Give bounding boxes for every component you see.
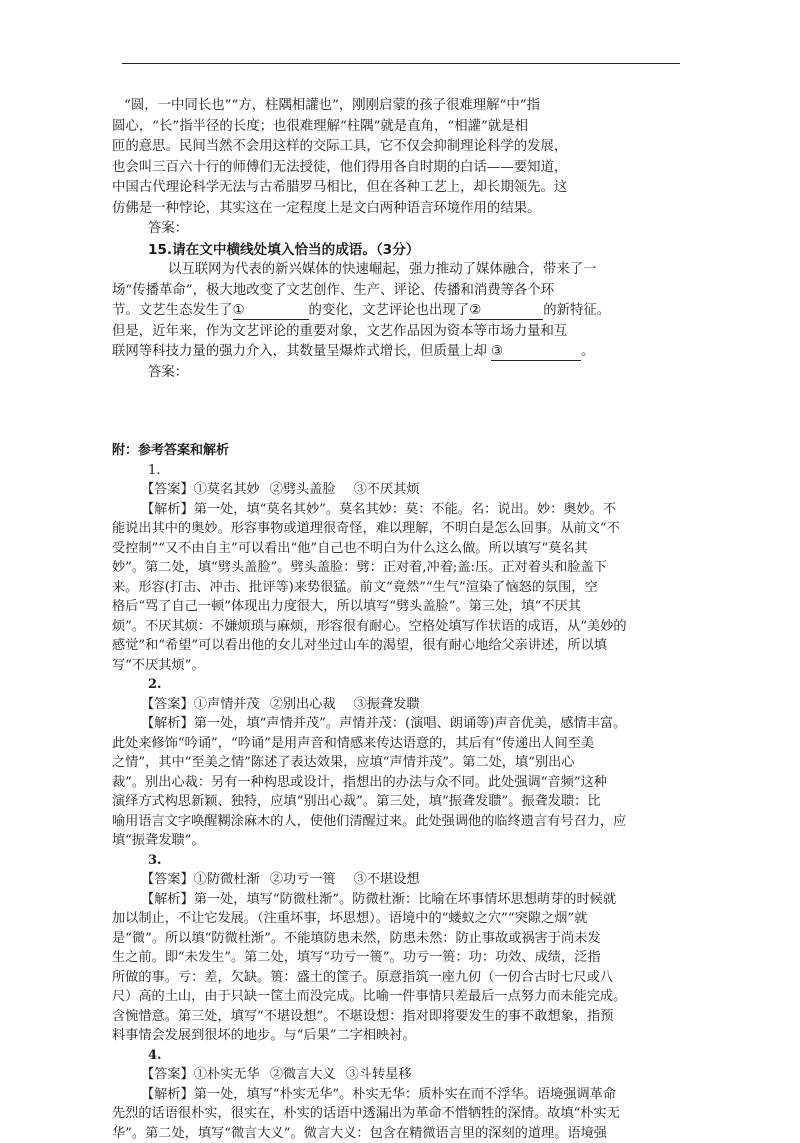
- answer-label: 答案：: [112, 219, 684, 240]
- question-15-title: 15.请在文中横线处填入恰当的成语。（3分）: [112, 240, 684, 261]
- answer-tag: 【答案】: [141, 872, 194, 887]
- question-15-text: 。: [581, 344, 594, 359]
- item-number: 2.: [112, 675, 684, 695]
- item-number: 1.: [112, 461, 684, 481]
- question-15-text: 节。文艺生态发生了: [112, 303, 233, 318]
- answer-part: ③振聋发聩: [354, 697, 420, 712]
- answer-line: [112, 480, 684, 500]
- passage-line: 匝的意思。民间当然不会用这样的交际工具，它不仅会抑制理论科学的发展，: [112, 137, 684, 158]
- analysis-line: 演绎方式构思新颖、独特，应填“别出心裁”。第三处，填“振聋发聩”。振聋发聩：比: [112, 792, 684, 812]
- passage-block: [112, 96, 684, 383]
- analysis-line: 妙”。第二处，填“劈头盖脸”。劈头盖脸：劈：正对着,冲着;盖:压。正对着头和脸盖下: [112, 558, 684, 578]
- analysis-line: 生之前。即“未发生”。第二处，填写“功亏一篑”。功亏一篑：功：功效、成绩，泛指: [112, 948, 684, 968]
- question-15-line: 以互联网为代表的新兴媒体的快速崛起，强力推动了媒体融合，带来了一: [112, 260, 684, 281]
- analysis-line: 料事情会发展到很坏的地步。与“后果”二字相映衬。: [112, 1026, 684, 1046]
- analysis-line: 受控制”“又不由自主”可以看出“他”自己也不明白为什么这么做。所以填写“莫名其: [112, 539, 684, 559]
- answer-part: ②微言大义: [270, 1067, 336, 1082]
- fill-blank-1[interactable]: ①: [233, 302, 309, 320]
- analysis-line: 之情”，其中“至美之情”陈述了表达效果，应填“声情并茂”。第二处，填“别出心: [112, 753, 684, 773]
- answer-part: ①莫名其妙: [194, 482, 260, 497]
- analysis-line: 能说出其中的奥妙。形容事物或道理很奇怪，难以理解，不明白是怎么回事。从前文“不: [112, 519, 684, 539]
- question-15-text: 联网等科技力量的强力介入，其数量呈爆炸式增长，但质量上却: [112, 344, 487, 359]
- answer-label: 答案：: [112, 363, 684, 384]
- item-number: 3.: [112, 851, 684, 871]
- analysis-line: 【解析】第一处，填写“朴实无华”。朴实无华：质朴实在而不浮华。语境强调革命: [112, 1085, 684, 1105]
- analysis-line: 写“不厌其烦”。: [112, 656, 684, 676]
- answer-line: [112, 695, 684, 715]
- analysis-line: 【解析】第一处，填“莫名其妙”。莫名其妙：莫：不能。名：说出。妙：奥妙。不: [112, 500, 684, 520]
- passage-line: 也会叫三百六十行的师傅们无法授徒，他们得用各自时期的白话——要知道，: [112, 158, 684, 179]
- answer-line: [112, 1065, 684, 1085]
- analysis-line: 先烈的话语很朴实，很实在，朴实的话语中透漏出为革命不惜牺牲的深情。故填“朴实无: [112, 1104, 684, 1124]
- answer-part: ①朴实无华: [194, 1067, 260, 1082]
- analysis-line: 华”。第二处，填写“微言大义”。微言大义：包含在精微语言里的深刻的道理。语境强: [112, 1124, 684, 1143]
- question-15-line: 但是，近年来，作为文艺评论的重要对象，文艺作品因为资本等市场力量和互: [112, 322, 684, 343]
- passage-line: “圆，一中同长也”“方，柱隅相讙也”，刚刚启蒙的孩子很难理解“中”指: [112, 96, 684, 117]
- answer-part: ③不厌其烦: [354, 482, 420, 497]
- analysis-line: 尺）高的土山，由于只缺一筐土而没完成。比喻一件事情只差最后一点努力而未能完成。: [112, 987, 684, 1007]
- analysis-line: 裁”。别出心裁：另有一种构思或设计，指想出的办法与众不同。此处强调“音频”这种: [112, 773, 684, 793]
- question-15-line: [112, 301, 684, 322]
- fill-blank-3[interactable]: ③: [491, 343, 581, 361]
- analysis-line: 加以制止，不让它发展。（注重坏事，坏思想）。语境中的“蝼蚁之穴”“突隙之烟”就: [112, 909, 684, 929]
- answer-tag: 【答案】: [141, 482, 194, 497]
- passage-line: 中国古代理论科学无法与古希腊罗马相比，但在各种工艺上，却长期领先。这: [112, 178, 684, 199]
- answer-part: ②别出心裁: [270, 697, 336, 712]
- fill-blank-2[interactable]: ②: [469, 302, 543, 320]
- passage-line: 仿佛是一种悖论，其实这在一定程度上是文白两种语言环境作用的结果。: [112, 199, 684, 220]
- question-15-line: 场“传播革命”，极大地改变了文艺创作、生产、评论、传播和消费等各个环: [112, 281, 684, 302]
- analysis-line: 【解析】第一处，填“声情并茂”。声情并茂：(演唱、朗诵等)声音优美，感情丰富。: [112, 714, 684, 734]
- passage-line: 圆心，“长”指半径的长度；也很难理解“柱隅”就是直角，“相讙”就是相: [112, 117, 684, 138]
- analysis-line: 来。形容(打击、冲击、批评等)来势很猛。前文“竟然”“生气”渲染了恼怒的氛围，空: [112, 578, 684, 598]
- analysis-line: 格后“骂了自己一顿”体现出力度很大，所以填写“劈头盖脸”。第三处，填“不厌其: [112, 597, 684, 617]
- analysis-line: 感觉”和“希望”可以看出他的女儿对坐过山车的渴望，很有耐心地给父亲讲述，所以填: [112, 636, 684, 656]
- appendix-block: [112, 441, 684, 1143]
- answer-tag: 【答案】: [141, 697, 194, 712]
- answer-line: [112, 870, 684, 890]
- appendix-heading: 附：参考答案和解析: [112, 441, 684, 461]
- analysis-line: 【解析】第一处，填写“防微杜渐”。防微杜渐：比喻在坏事情坏思想萌芽的时候就: [112, 890, 684, 910]
- answer-tag: 【答案】: [141, 1067, 194, 1082]
- analysis-line: 此处来修饰“吟诵”，“吟诵”是用声音和情感来传达语意的，其后有“传递出人间至美: [112, 734, 684, 754]
- analysis-line: 是“微”。所以填“防微杜渐”。不能填防患未然，防患未然：防止事故或祸害于尚未发: [112, 929, 684, 949]
- answer-part: ②功亏一篑: [270, 872, 336, 887]
- question-15-line: [112, 342, 684, 363]
- answer-part: ①防微杜渐: [194, 872, 260, 887]
- answer-part: ①声情并茂: [194, 697, 260, 712]
- analysis-line: 含惋惜意。第三处，填写“不堪设想”。不堪设想：指对即将要发生的事不敢想象，指预: [112, 1007, 684, 1027]
- analysis-line: 烦”。不厌其烦：不嫌烦琐与麻烦，形容很有耐心。空格处填写作状语的成语，从“美妙的: [112, 617, 684, 637]
- answer-part: ②劈头盖脸: [270, 482, 336, 497]
- question-15-text: 的新特征。: [543, 303, 610, 318]
- item-number: 4.: [112, 1046, 684, 1066]
- answer-part: ③不堪设想: [354, 872, 420, 887]
- analysis-line: 所做的事。亏：差，欠缺。篑：盛土的筐子。原意指筑一座九仞（一仞合古时七尺或八: [112, 968, 684, 988]
- analysis-line: 喻用语言文字唤醒糊涂麻木的人，使他们清醒过来。此处强调他的临终遗言有号召力，应: [112, 812, 684, 832]
- answer-part: ③斗转星移: [346, 1067, 412, 1082]
- header-rule: [122, 63, 680, 64]
- analysis-line: 填“振聋发聩”。: [112, 831, 684, 851]
- question-15-text: 的变化，文艺评论也出现了: [309, 303, 470, 318]
